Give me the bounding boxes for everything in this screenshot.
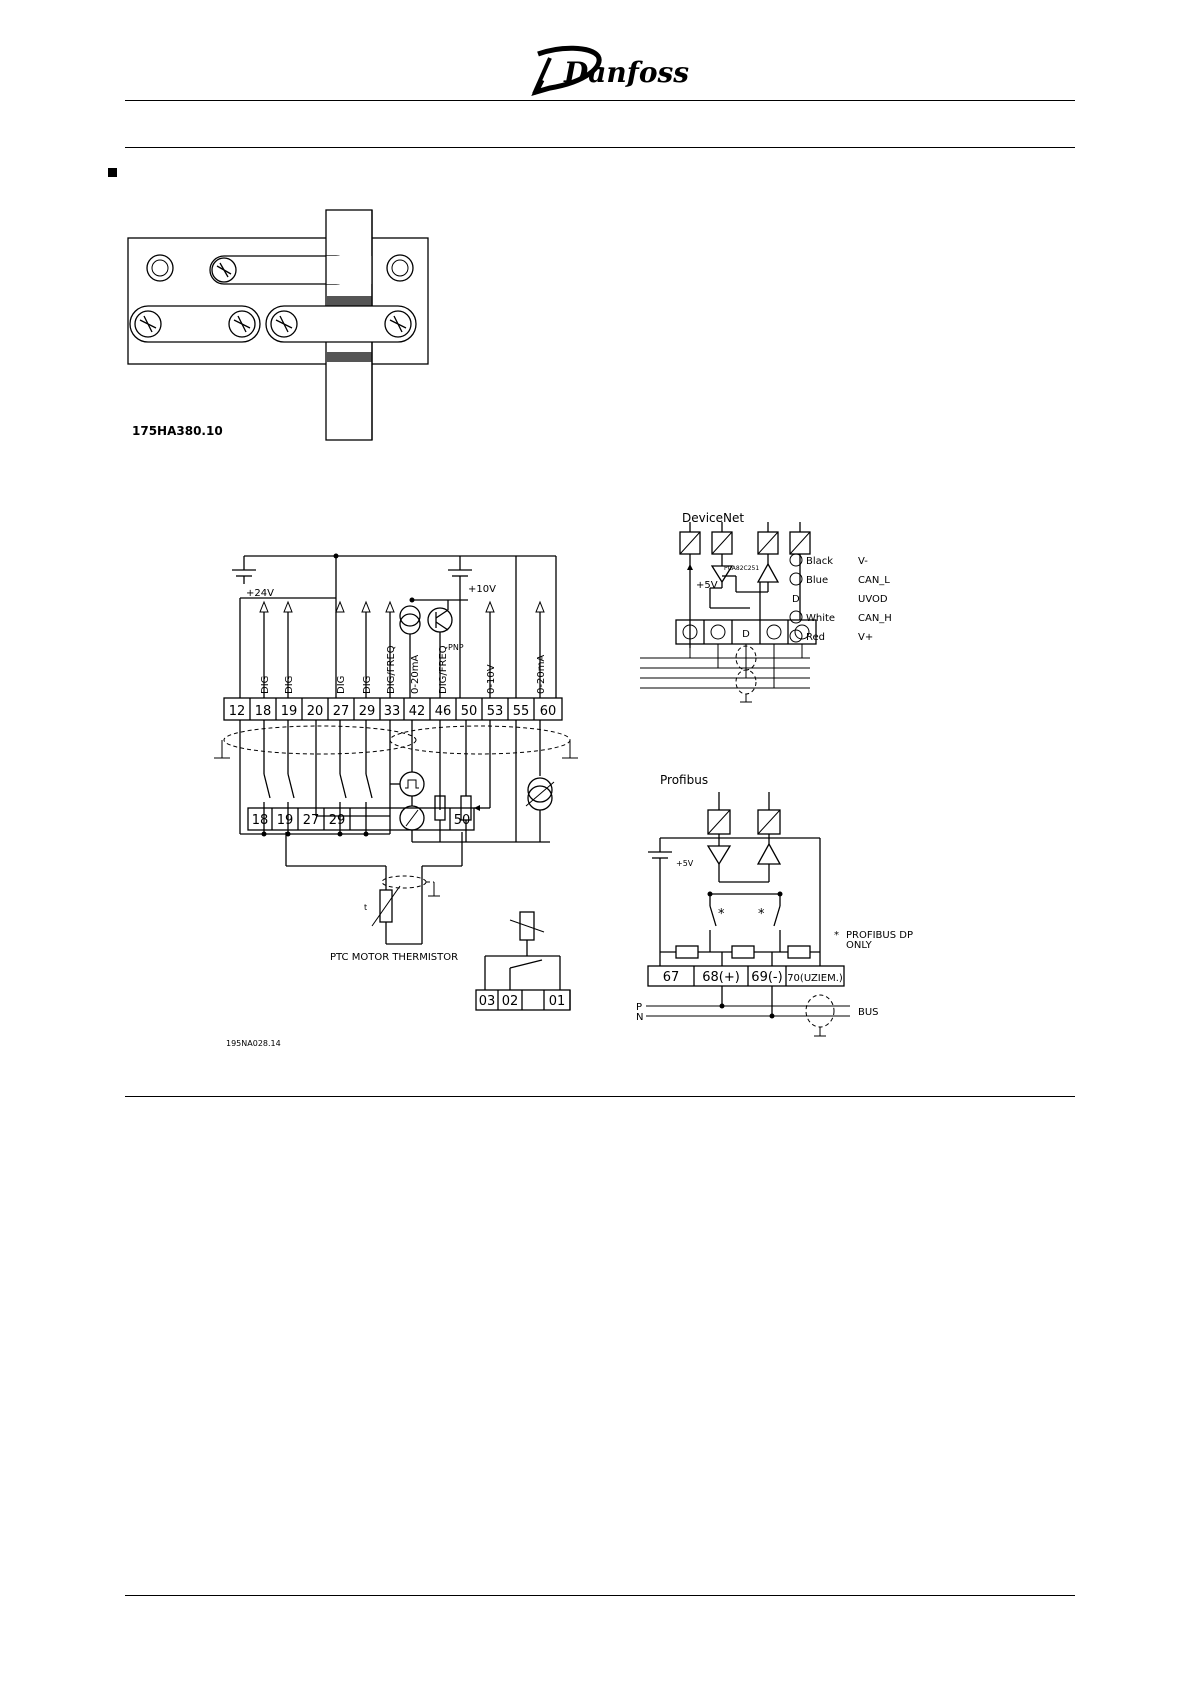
ptc-terminal-19: 19 (276, 813, 294, 828)
shield-left (224, 726, 416, 754)
profibus-terminal-strip (648, 966, 844, 986)
devicenet-diagram (640, 508, 980, 738)
terminal-19: 19 (280, 704, 298, 719)
profibus-isolators (708, 792, 780, 834)
legend-signal-1: CAN_L (858, 575, 890, 586)
connector-pin-d: D (742, 629, 750, 640)
label-60: 0-20mA (536, 654, 547, 694)
profibus-title: Profibus (660, 773, 709, 787)
star-1: * (718, 907, 725, 922)
danfoss-logo (520, 40, 690, 105)
shield-right (390, 726, 570, 754)
terminal-33: 33 (383, 704, 401, 719)
legend-color-2: D (792, 594, 800, 605)
devicenet-bus-lines (640, 658, 810, 688)
label-33: DIG/FREQ (386, 645, 397, 694)
cable-shield-top (326, 296, 372, 306)
devicenet-isolators (680, 522, 810, 554)
pb-transmitter-icon (758, 844, 780, 864)
control-terminal-diagram (220, 540, 643, 1060)
profibus-terminal-0: 67 (662, 970, 680, 985)
terminal-strip (224, 698, 562, 720)
control-diagram-id: 195NA028.14 (226, 1039, 281, 1048)
legend-color-0: Black (806, 556, 834, 567)
devicenet-supply: +5V (696, 580, 718, 591)
profibus-note-2: ONLY (846, 940, 872, 951)
terminal-50: 50 (460, 704, 478, 719)
devicenet-legend (790, 554, 892, 643)
ptc-terminal-18: 18 (251, 813, 269, 828)
terminal-42: 42 (408, 704, 426, 719)
line-p: P (636, 1002, 643, 1013)
profibus-terminal-2: 69(-) (751, 970, 783, 985)
figure-bottom-rule (125, 1096, 1075, 1097)
pb-receiver-icon (708, 846, 730, 864)
star-2: * (758, 907, 765, 922)
terminal-46: 46 (434, 704, 452, 719)
ptc-terminal-27: 27 (302, 813, 320, 828)
line-n: N (636, 1012, 644, 1023)
logo-text: Danfoss (564, 56, 690, 89)
cable-clamp-figure (120, 200, 440, 450)
label-53: 0-10V (486, 664, 497, 694)
terminal-29: 29 (358, 704, 376, 719)
profibus-supply: +5V (676, 859, 694, 868)
legend-signal-4: V+ (858, 632, 874, 643)
terminal-53: 53 (486, 704, 504, 719)
svg-text:t: t (364, 903, 368, 912)
terminal-60: 60 (539, 704, 557, 719)
ptc-label: PTC MOTOR THERMISTOR (330, 952, 459, 963)
supply-24v-label: +24V (246, 588, 274, 599)
label-19: DIG (284, 675, 295, 694)
legend-color-1: Blue (806, 575, 829, 586)
terminal-55: 55 (512, 704, 530, 719)
label-27: DIG (336, 675, 347, 694)
legend-signal-0: V- (858, 556, 868, 567)
relay-terminal-03: 03 (478, 994, 496, 1009)
legend-signal-3: CAN_H (858, 613, 892, 624)
connector-pin-1 (711, 625, 725, 639)
clamp-figure-id: 175HA380.10 (132, 424, 223, 438)
label-29: DIG (362, 675, 373, 694)
input-arrows (260, 602, 544, 698)
terminal-12: 12 (228, 704, 246, 719)
profibus-terminal-1: 68(+) (702, 970, 740, 985)
terminal-20: 20 (306, 704, 324, 719)
profibus-note-star: * (834, 930, 839, 941)
supply-10v-label: +10V (468, 584, 496, 595)
chip-label: PCA82C251 (724, 565, 760, 572)
profibus-note: PROFIBUS DP (846, 930, 913, 941)
profibus-diagram (636, 770, 980, 1060)
connector-pin-3 (767, 625, 781, 639)
relay-terminal-02: 02 (501, 994, 519, 1009)
transmitter-icon (758, 564, 778, 582)
profibus-terminal-3: 70(UZIEM.) (787, 973, 843, 984)
pnp-label: PNP (448, 643, 464, 652)
label-42: 0-20mA (410, 654, 421, 694)
devicenet-title: DeviceNet (682, 511, 745, 525)
profibus-resistors (660, 946, 820, 958)
ptc-terminal-50: 50 (453, 813, 471, 828)
section-rule (125, 147, 1075, 148)
terminal-27: 27 (332, 704, 350, 719)
cable-shield-bottom (326, 352, 372, 362)
pnp-transistor-icon (428, 608, 452, 632)
section-bullet (108, 168, 117, 177)
ptc-terminal-29: 29 (328, 813, 346, 828)
legend-color-4: Red (806, 632, 825, 643)
pulse-source-icon (400, 772, 424, 796)
mounting-hole-right (387, 255, 413, 281)
terminal-18: 18 (254, 704, 272, 719)
mounting-hole-left (147, 255, 173, 281)
bus-label: BUS (858, 1007, 879, 1018)
relay-terminal-strip (476, 990, 570, 1010)
label-46: DIG/FREQ (438, 645, 449, 694)
legend-color-3: White (806, 613, 836, 624)
relay-terminal-01: 01 (548, 994, 566, 1009)
footer-rule (125, 1595, 1075, 1596)
legend-signal-2: UVOD (858, 594, 888, 605)
label-18: DIG (260, 675, 271, 694)
